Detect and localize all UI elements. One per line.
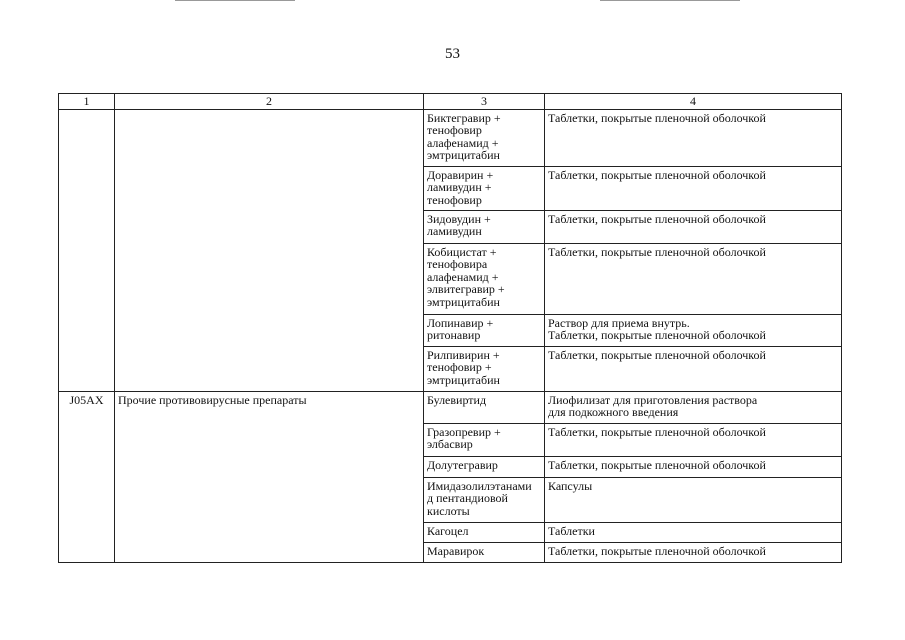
dosage-form-line: Таблетки, покрытые пленочной оболочкой — [548, 328, 766, 342]
drug-name-line: элбасвир — [427, 437, 473, 451]
drug-name-line: элвитегравир + — [427, 282, 505, 296]
scan-edge-mark — [600, 0, 740, 1]
drug-name-line: тенофовир — [427, 123, 482, 137]
drug-name-line: эмтрицитабин — [427, 372, 500, 387]
drug-name-cell — [424, 391, 545, 423]
dosage-form-line: Раствор для приема внутрь. — [548, 315, 690, 330]
drug-name-line: Маравирок — [427, 543, 485, 558]
drug-name-line: Кагоцел — [427, 523, 469, 538]
drug-name-cell — [424, 314, 545, 346]
dosage-form-line: Таблетки, покрытые пленочной оболочкой — [548, 244, 766, 259]
drug-table — [58, 93, 842, 563]
drug-name-line: алафенамид + — [427, 135, 499, 150]
dosage-form-cell — [545, 391, 842, 423]
drug-name-cell — [424, 243, 545, 314]
dosage-form-cell — [545, 542, 842, 562]
drug-name-cell — [424, 210, 545, 243]
dosage-form-line: Таблетки, покрытые пленочной оболочкой — [548, 347, 766, 362]
drug-name-line: Кобицистат + — [427, 244, 497, 259]
drug-name-line: Лопинавир + — [427, 315, 494, 330]
drug-name-line: ламивудин + — [427, 180, 492, 194]
drug-name-line: Долутегравир — [427, 457, 498, 472]
drug-name-cell — [424, 522, 545, 542]
dosage-form-line: Таблетки, покрытые пленочной оболочкой — [548, 110, 766, 125]
dosage-form-line: Капсулы — [548, 478, 593, 493]
group-name-cell: Прочие противовирусные препараты — [115, 391, 424, 562]
column-header-3: 3 — [424, 94, 545, 110]
dosage-form-line: Таблетки, покрытые пленочной оболочкой — [548, 457, 766, 472]
dosage-form-line: Таблетки, покрытые пленочной оболочкой — [548, 543, 766, 558]
drug-name-line: Биктегравир + — [427, 110, 501, 125]
drug-name-line: кислоты — [427, 503, 470, 518]
drug-name-line: эмтрицитабин — [427, 148, 500, 162]
dosage-form-line: для подкожного введения — [548, 405, 679, 419]
drug-name-cell — [424, 109, 545, 166]
drug-name-line: тенофовир — [427, 192, 482, 207]
code-cell-empty — [59, 109, 115, 391]
drug-name-line: тенофовир + — [427, 360, 492, 374]
column-header-1: 1 — [59, 94, 115, 110]
drug-name-cell — [424, 346, 545, 391]
drug-name-line: Имидазолилэтанами — [427, 478, 532, 493]
column-header-2: 2 — [115, 94, 424, 110]
atc-code-cell: J05AX — [59, 391, 115, 562]
drug-name-line: Доравирин + — [427, 167, 494, 182]
page-number: 53 — [445, 46, 460, 62]
drug-name-line: ритонавир — [427, 328, 481, 342]
dosage-form-cell — [545, 243, 842, 314]
dosage-form-line: Таблетки, покрытые пленочной оболочкой — [548, 167, 766, 182]
header-row — [59, 94, 842, 110]
dosage-form-line: Лиофилизат для приготовления раствора — [548, 392, 758, 407]
dosage-form-cell — [545, 522, 842, 542]
table-row — [59, 109, 842, 166]
column-header-4: 4 — [545, 94, 842, 110]
drug-name-cell — [424, 477, 545, 522]
drug-name-cell — [424, 542, 545, 562]
dosage-form-cell — [545, 456, 842, 477]
drug-name-line: Гразопревир + — [427, 424, 501, 439]
drug-name-line: Булевиртид — [427, 392, 487, 407]
drug-name-line: алафенамид + — [427, 269, 499, 284]
dosage-form-cell — [545, 314, 842, 346]
drug-name-line: ламивудин — [427, 224, 482, 238]
drug-name-line: эмтрицитабин — [427, 294, 500, 309]
dosage-form-line: Таблетки — [548, 523, 595, 538]
drug-name-cell — [424, 456, 545, 477]
drug-name-cell — [424, 423, 545, 456]
dosage-form-line: Таблетки, покрытые пленочной оболочкой — [548, 211, 766, 226]
dosage-form-line: Таблетки, покрытые пленочной оболочкой — [548, 424, 766, 439]
scan-edge-mark — [175, 0, 295, 1]
dosage-form-cell — [545, 346, 842, 391]
dosage-form-cell — [545, 166, 842, 210]
table-row — [59, 391, 842, 423]
group-cell-empty — [115, 109, 424, 391]
dosage-form-cell — [545, 477, 842, 522]
dosage-form-cell — [545, 423, 842, 456]
drug-name-line: Зидовудин + — [427, 211, 491, 226]
drug-name-line: д пентандиовой — [427, 491, 508, 505]
drug-name-cell — [424, 166, 545, 210]
dosage-form-cell — [545, 210, 842, 243]
dosage-form-cell — [545, 109, 842, 166]
drug-name-line: тенофовира — [427, 257, 488, 271]
drug-name-line: Рилпивирин + — [427, 347, 500, 362]
